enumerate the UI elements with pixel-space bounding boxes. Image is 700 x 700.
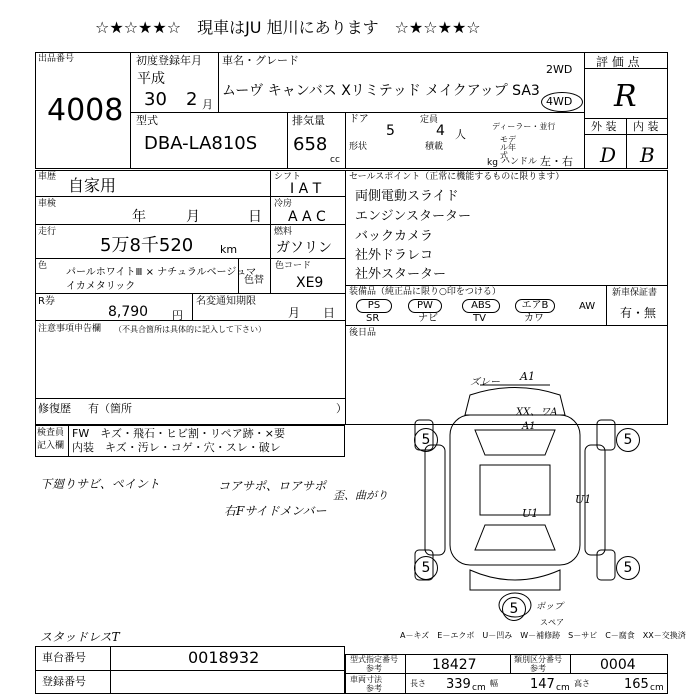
length-label: 長さ (410, 679, 426, 688)
repaint-label: 色替 (244, 275, 264, 286)
drive-2wd: 2WD (546, 63, 573, 76)
color-label: 色 (38, 261, 48, 271)
color-line1: パールホワイトⅢ × ナチュラルベージュマ (66, 267, 257, 278)
lot-label: 出品番号 (38, 54, 75, 64)
ac-value: A A C (288, 209, 326, 225)
equip-airbag: エアB (515, 299, 555, 313)
exterior-label: 外 装 (591, 120, 617, 133)
size-label: 車両寸法 (350, 675, 382, 684)
length-value: 339 (446, 677, 471, 692)
selling-item: バックカメラ (355, 229, 434, 244)
diagram-mark: A1 (520, 370, 535, 383)
shift-value: I A T (290, 181, 322, 197)
repair-close: ） (336, 402, 347, 415)
diagram-circle: 5 (616, 428, 640, 452)
rating-label: 評 価 点 (596, 55, 640, 69)
equip-pw: PW (408, 299, 442, 313)
selling-item: 両側電動スライド (355, 189, 459, 204)
inspection-month: 月 (186, 209, 200, 225)
model-grade-label: 車名・グレード (222, 54, 299, 67)
recycle-label: R券 (38, 296, 55, 307)
handle-label: ハンドル (501, 157, 538, 167)
color-code-value: XE9 (296, 275, 324, 291)
title-period-label: 名変通知期限 (196, 296, 256, 307)
title-month: 月 (288, 306, 301, 320)
rating-value: R (614, 79, 637, 114)
ac-label: 冷房 (274, 199, 293, 209)
color-code-label: 色コード (275, 261, 312, 271)
diagram-mark: ズレー (470, 377, 500, 388)
hand-note-3: 右Fサイドメンバー (224, 504, 327, 518)
recycle-unit: 円 (172, 309, 183, 322)
chassis-label: 車台番号 (42, 651, 86, 664)
class-ref-label: 参考 (530, 664, 546, 673)
title-day: 日 (323, 306, 336, 320)
doors-label: ドア (349, 114, 369, 125)
capacity-unit: 人 (455, 128, 466, 141)
interior-grade: B (640, 143, 655, 167)
diagram-mark: U1 (522, 507, 539, 520)
handle-value: 左・右 (540, 155, 573, 168)
vehicle-diagram (400, 375, 630, 625)
hand-note-4: 歪、曲がり (333, 489, 388, 502)
interior-label: 内 装 (633, 120, 659, 133)
width-unit: cm (556, 683, 570, 693)
length-unit: cm (472, 683, 486, 693)
reg-month: 2 (186, 89, 198, 110)
class-value: 0004 (600, 657, 636, 673)
equip-navi: ナビ (418, 313, 438, 324)
color-line2: イカメタリック (66, 281, 136, 292)
reg-label: 登録番号 (42, 675, 86, 688)
load-unit: kg (487, 158, 498, 168)
class-label: 類別区分番号 (514, 655, 562, 664)
warranty-value: 有・無 (620, 306, 657, 320)
load-label: 積載 (425, 142, 444, 152)
dealer-label: ディーラー・並行 (492, 122, 556, 131)
repair-value: 有（箇所 (88, 402, 132, 415)
inspection-label: 車検 (38, 199, 57, 209)
diagram-circle: 5 (414, 556, 438, 580)
equip-leather: カワ (524, 313, 544, 324)
height-unit: cm (650, 683, 664, 693)
selling-item: 社外スターター (355, 267, 447, 282)
displacement-unit: cc (330, 155, 340, 165)
equip-aw: AW (579, 301, 596, 312)
equipment-label: 装備品（純正品に限り○印をつける） (349, 287, 501, 297)
inspection-year: 年 (132, 209, 146, 225)
hand-note-2: コアサポ、ロアサポ (218, 479, 327, 493)
equip-tv: TV (473, 313, 486, 324)
equip-sr: SR (366, 313, 380, 324)
era: 平成 (137, 71, 165, 87)
selling-item: エンジンスターター (355, 209, 471, 224)
diagram-pop: ポップ (536, 602, 564, 612)
after-label: 後日品 (349, 328, 377, 338)
first-reg-label: 初度登録年月 (136, 54, 202, 67)
history-label: 車歴 (38, 172, 57, 182)
diagram-circle: 5 (616, 556, 640, 580)
inspector-label-1: 検査員 (37, 428, 65, 438)
displacement-value: 658 (293, 134, 328, 155)
inspector-label-2: 記入欄 (37, 441, 65, 451)
banner-text: ☆★☆★★☆ 現車はJU 旭川にあります ☆★☆★★☆ (95, 18, 481, 37)
diagram-spare: スペア (540, 618, 564, 627)
equip-ps: PS (356, 299, 392, 313)
notes-label: 注意事項申告欄 (38, 324, 102, 334)
studless: スタッドレスT (40, 630, 120, 644)
model-year-label: モデル年式 (500, 135, 516, 160)
diagram-legend: A－キズ E－エクボ U－凹み W－補修跡 S－サビ C－腐食 XX－交換済 (400, 631, 686, 640)
inspection-day: 日 (248, 209, 262, 225)
width-value: 147 (530, 677, 555, 692)
type-value: DBA-LA810S (144, 133, 258, 154)
type-designation-label: 型式指定番号 (350, 655, 398, 664)
mileage-label: 走行 (38, 227, 57, 237)
type-designation-value: 18427 (432, 657, 477, 673)
type-label: 型式 (136, 114, 158, 127)
recycle-value: 8,790 (108, 304, 149, 320)
fuel-label: 燃料 (274, 227, 293, 237)
displacement-label: 排気量 (292, 114, 325, 127)
notes-note: （不具合箇所は具体的に記入して下さい） (114, 325, 266, 334)
width-label: 幅 (490, 679, 498, 688)
inspector-row-1: FW キズ・飛石・ヒビ割・リペア跡・×要 (72, 427, 285, 440)
exterior-grade: D (600, 143, 617, 167)
diagram-circle: 5 (502, 597, 526, 621)
repair-label: 修復歴 (38, 402, 71, 415)
height-value: 165 (624, 677, 649, 692)
warranty-label: 新車保証書 (612, 288, 658, 298)
mileage-unit: km (220, 243, 238, 256)
shift-label: シフト (274, 172, 302, 182)
diagram-mark: A1 (522, 421, 536, 432)
equip-abs: ABS (462, 299, 500, 313)
doors-value: 5 (386, 123, 395, 139)
body-label: 形状 (349, 142, 368, 152)
history-value: 自家用 (68, 176, 117, 195)
drive-4wd: 4WD (546, 95, 573, 108)
selling-label: セールスポイント（正常に機能するものに限ります） (349, 172, 565, 182)
chassis-value: 0018932 (188, 648, 260, 667)
ref-label: 参考 (366, 664, 382, 673)
hand-note-1: 下廻りサビ、ペイント (40, 477, 160, 491)
selling-item: 社外ドラレコ (355, 248, 434, 263)
month-unit: 月 (202, 98, 213, 111)
reg-year: 30 (144, 89, 167, 110)
capacity-label: 定員 (420, 115, 439, 125)
diagram-mark: U1 (575, 493, 592, 506)
diagram-mark: XX、ワA (516, 407, 558, 418)
lot-number: 4008 (47, 93, 124, 128)
height-label: 高さ (574, 679, 590, 688)
model-name: ムーヴ キャンバス Xリミテッド メイクアップ SA3 (222, 83, 540, 99)
mileage-value: 5万8千520 (100, 235, 194, 256)
diagram-circle: 5 (414, 428, 438, 452)
fuel-value: ガソリン (276, 240, 332, 256)
capacity-value: 4 (436, 123, 445, 139)
inspector-row-2: 内装 キズ・汚レ・コゲ・穴・スレ・破レ (72, 441, 281, 454)
size-ref-label: 参考 (366, 684, 382, 693)
